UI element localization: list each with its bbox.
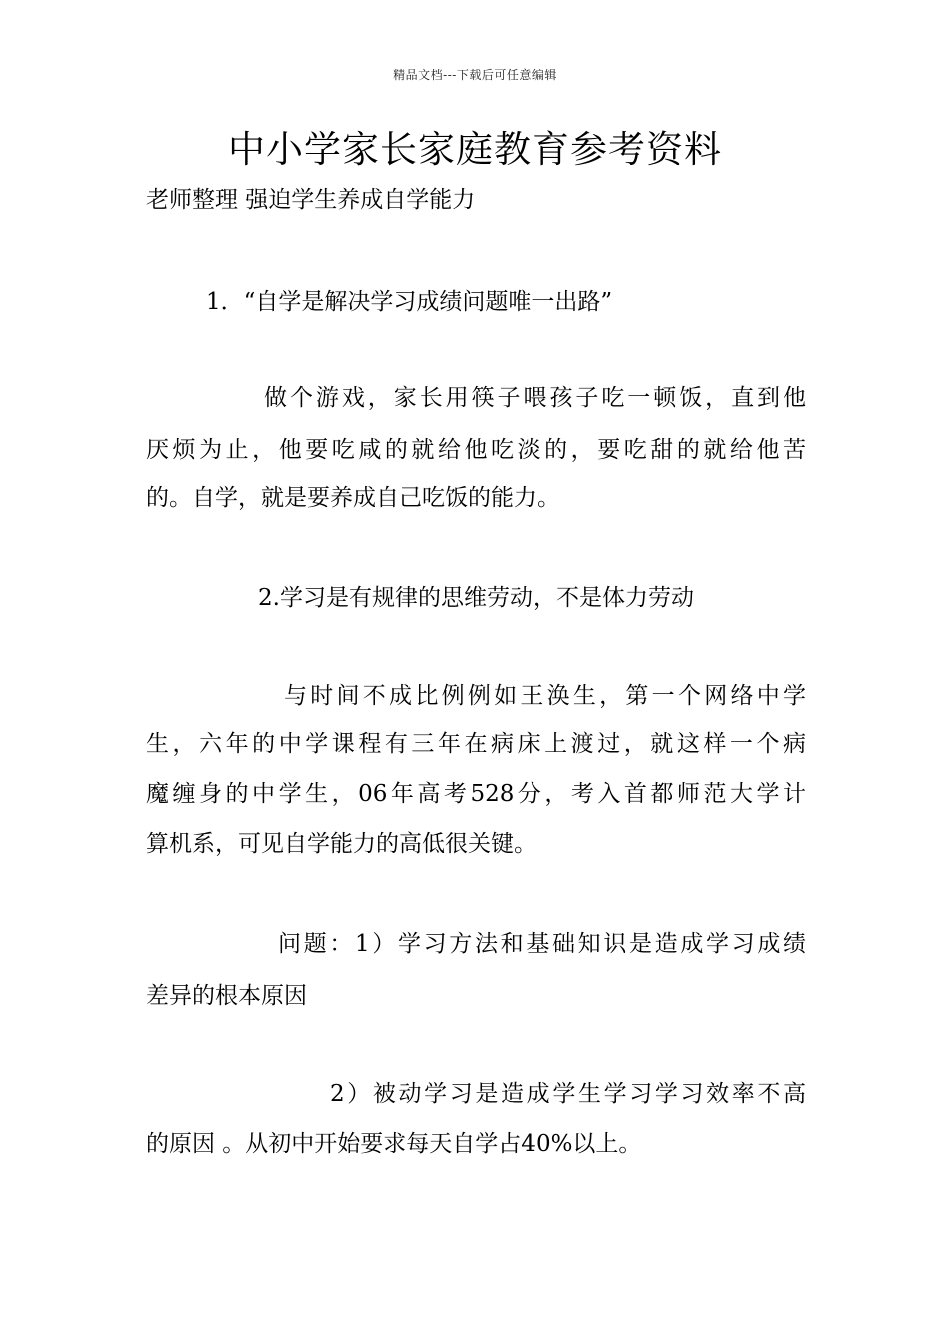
paragraph-line: 算机系，可见自学能力的高低很关键。 xyxy=(146,831,537,857)
document-title: 中小学家长家庭教育参考资料 xyxy=(228,128,722,171)
paragraph-line: 厌烦为止，他要吃咸的就给他吃淡的，要吃甜的就给他苦 xyxy=(146,437,806,463)
paragraph-line: 问题：1）学习方法和基础知识是造成学习成绩 xyxy=(278,931,806,957)
paragraph-line: 差异的根本原因 xyxy=(146,983,307,1009)
paragraph-line: 与时间不成比例例如王涣生，第一个网络中学 xyxy=(284,683,806,709)
page-header-note: 精品文档---下载后可任意编辑 xyxy=(393,68,557,82)
paragraph-line: 2）被动学习是造成学生学习学习效率不高 xyxy=(330,1081,806,1107)
document-subtitle: 老师整理 强迫学生养成自学能力 xyxy=(146,187,476,213)
paragraph-line: 的。自学，就是要养成自己吃饭的能力。 xyxy=(146,485,560,511)
paragraph-line: 做个游戏，家长用筷子喂孩子吃一顿饭，直到他 xyxy=(264,385,806,411)
paragraph-line: 生，六年的中学课程有三年在病床上渡过，就这样一个病 xyxy=(146,731,806,757)
section-2-heading: 2.学习是有规律的思维劳动，不是体力劳动 xyxy=(258,585,694,611)
paragraph-line: 魔缠身的中学生，06年高考528分，考入首都师范大学计 xyxy=(146,781,806,807)
paragraph-line: 的原因 。从初中开始要求每天自学占40%以上。 xyxy=(146,1131,642,1157)
section-1-heading: 1．“自学是解决学习成绩问题唯一出路” xyxy=(206,289,613,315)
